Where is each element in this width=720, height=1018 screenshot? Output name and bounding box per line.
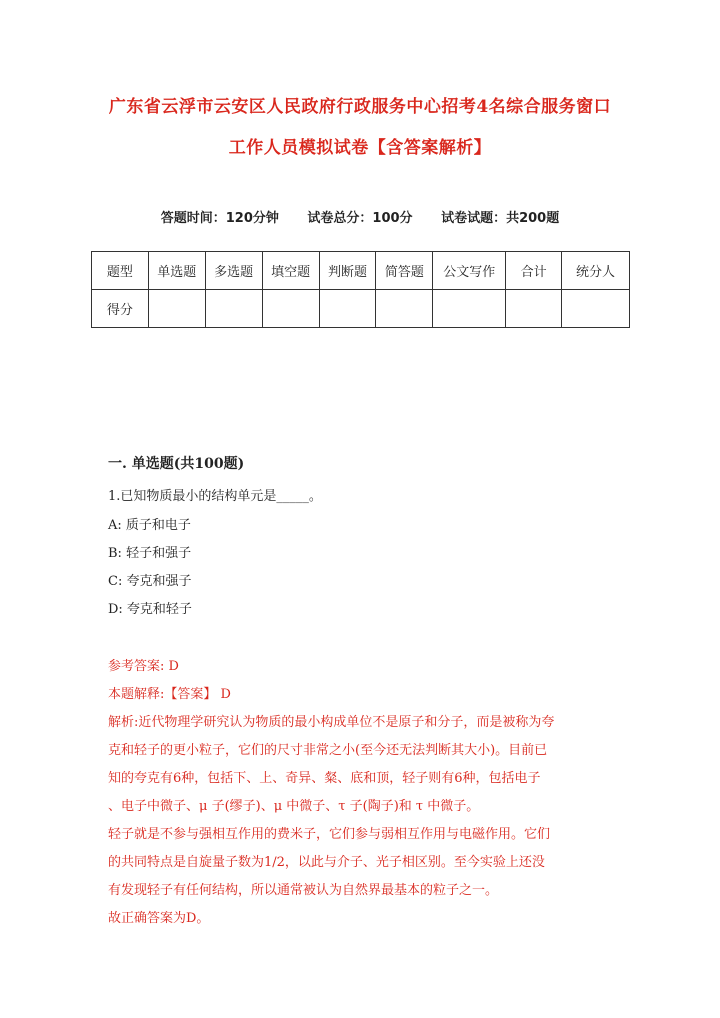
header-cell: 合计 — [506, 252, 562, 290]
row-label-cell: 得分 — [92, 290, 149, 328]
header-cell: 填空题 — [262, 252, 319, 290]
explanation-line: 知的夸克有6种，包括下、上、奇异、粲、底和顶，轻子则有6种，包括电子 — [108, 771, 541, 786]
score-cell — [319, 290, 376, 328]
score-cell — [433, 290, 506, 328]
score-table-score-row — [92, 290, 630, 328]
explanation-line: 解析:近代物理学研究认为物质的最小构成单位不是原子和分子，而是被称为夸 — [108, 715, 555, 730]
explanation-line: 、电子中微子、μ 子(缪子)、μ 中微子、τ 子(陶子)和 τ 中微子。 — [108, 799, 480, 814]
header-cell: 单选题 — [148, 252, 205, 290]
document-title-line-2: 工作人员模拟试卷【含答案解析】 — [228, 138, 492, 158]
section-title: 一. 单选题(共100题) — [108, 456, 245, 472]
exam-total-score: 试卷总分：100分 — [307, 211, 413, 226]
header-cell: 多选题 — [205, 252, 262, 290]
exam-time: 答题时间：120分钟 — [160, 211, 279, 226]
option-a: A: 质子和电子 — [108, 518, 191, 533]
explanation-heading: 本题解释:【答案】 D — [108, 687, 231, 702]
header-cell: 统分人 — [562, 252, 630, 290]
score-cell — [562, 290, 630, 328]
score-cell — [376, 290, 433, 328]
reference-answer: 参考答案: D — [108, 659, 179, 674]
score-cell — [205, 290, 262, 328]
exam-meta — [0, 207, 720, 226]
header-cell: 简答题 — [376, 252, 433, 290]
option-d: D: 夸克和轻子 — [108, 602, 192, 617]
option-c: C: 夸克和强子 — [108, 574, 192, 589]
document-title-line-1: 广东省云浮市云安区人民政府行政服务中心招考4名综合服务窗口 — [108, 97, 612, 117]
explanation-line: 克和轻子的更小粒子，它们的尺寸非常之小(至今还无法判断其大小)。目前已 — [108, 743, 548, 758]
score-table-header-row — [92, 252, 630, 290]
score-cell — [148, 290, 205, 328]
explanation-line: 轻子就是不参与强相互作用的费米子，它们参与弱相互作用与电磁作用。它们 — [108, 827, 551, 842]
explanation-line: 的共同特点是自旋量子数为1/2，以此与介子、光子相区别。至今实验上还没 — [108, 855, 545, 870]
score-cell — [262, 290, 319, 328]
exam-question-count: 试卷试题：共200题 — [441, 211, 560, 226]
option-b: B: 轻子和强子 — [108, 546, 192, 561]
explanation-conclusion: 故正确答案为D。 — [108, 911, 210, 926]
header-cell: 题型 — [92, 252, 149, 290]
score-table — [91, 251, 630, 328]
score-cell — [506, 290, 562, 328]
explanation-line: 有发现轻子有任何结构，所以通常被认为自然界最基本的粒子之一。 — [108, 883, 499, 898]
header-cell: 公文写作 — [433, 252, 506, 290]
question-stem: 1.已知物质最小的结构单元是_____。 — [108, 489, 322, 504]
header-cell: 判断题 — [319, 252, 376, 290]
